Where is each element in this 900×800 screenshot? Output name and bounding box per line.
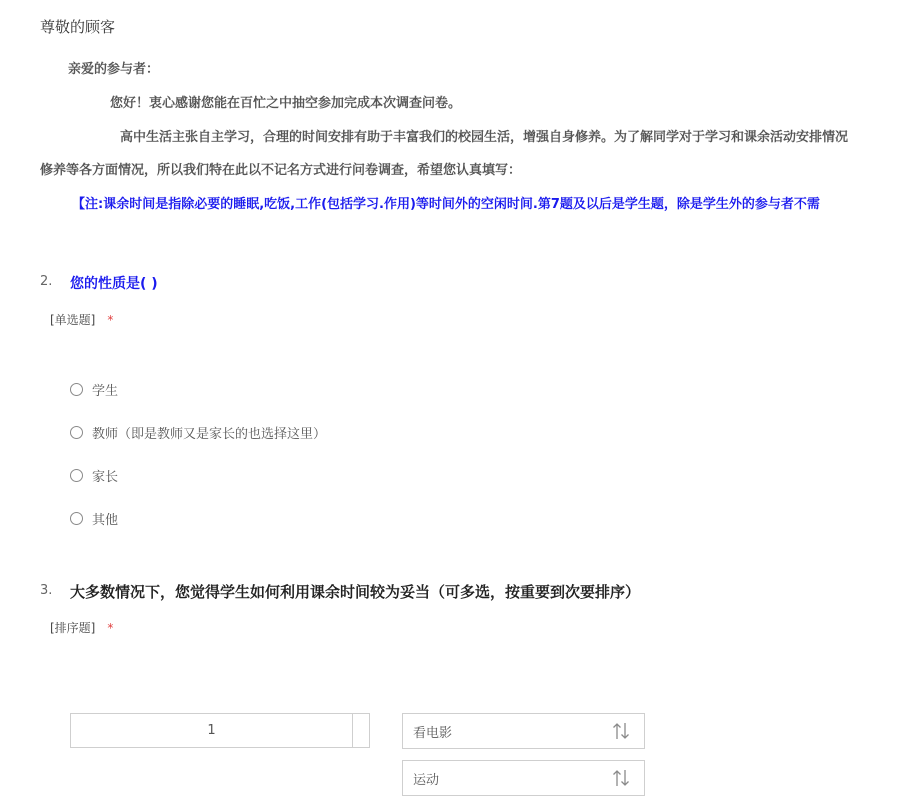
question-3-number: 3.: [40, 583, 53, 598]
question-3-type: [50, 619, 113, 636]
salutation-text: 亲爱的参与者：: [68, 62, 160, 77]
greeting-text: 尊敬的顾客: [40, 18, 116, 36]
question-2-title: 您的性质是( ): [70, 276, 158, 292]
sort-arrows-icon[interactable]: [612, 721, 630, 741]
note-text: 【注:课余时间是指除必要的睡眠,吃饭,工作(包括学习.作用)等时间外的空闲时间.第7题及以后是学生题，除是学生外的参与者不需: [72, 197, 820, 212]
rank-slot[interactable]: [70, 713, 370, 748]
radio-button[interactable]: [70, 512, 83, 525]
required-mark: *: [107, 313, 114, 327]
option-label: 学生: [92, 384, 119, 399]
intro-paragraph-line2: 修养等各方面情况，所以我们特在此以不记名方式进行问卷调查，希望您认真填写：: [40, 163, 522, 178]
option-label: 其他: [92, 513, 119, 528]
sort-item-movie[interactable]: [402, 713, 645, 749]
radio-button[interactable]: [70, 383, 83, 396]
thanks-text: 您好！衷心感谢您能在百忙之中抽空参加完成本次调查问卷。: [110, 96, 462, 111]
question-type-label: [单选题]: [50, 313, 96, 327]
option-other[interactable]: [70, 509, 118, 528]
radio-button[interactable]: [70, 426, 83, 439]
option-label: 家长: [92, 470, 119, 485]
sort-item-label: 看电影: [413, 725, 453, 741]
sort-item-sports[interactable]: [402, 760, 645, 796]
question-3-title: 大多数情况下，您觉得学生如何利用课余时间较为妥当（可多选，按重要到次要排序）: [70, 583, 641, 601]
question-type-label: [排序题]: [50, 621, 96, 635]
option-label: 教师（即是教师又是家长的也选择这里）: [92, 427, 327, 442]
required-mark: *: [107, 621, 114, 635]
intro-paragraph-line1: 高中生活主张自主学习，合理的时间安排有助于丰富我们的校园生活，增强自身修养。为了解同学对于学习和课余活动安排情况: [120, 130, 849, 145]
question-2-number: 2.: [40, 274, 53, 289]
option-student[interactable]: [70, 380, 118, 399]
option-teacher[interactable]: [70, 423, 326, 442]
rank-value: 1: [207, 723, 216, 738]
sort-item-label: 运动: [413, 772, 440, 788]
question-2-type: [50, 311, 113, 328]
option-parent[interactable]: [70, 466, 118, 485]
sort-arrows-icon[interactable]: [612, 768, 630, 788]
radio-button[interactable]: [70, 469, 83, 482]
rank-slot-handle[interactable]: [352, 714, 369, 747]
